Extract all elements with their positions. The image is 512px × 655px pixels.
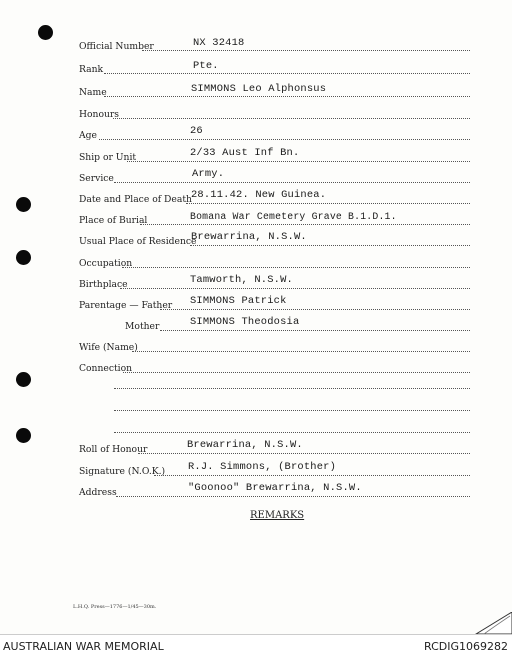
dotted-line [138,453,470,454]
dotted-line [104,96,470,97]
field-service [0,170,512,184]
field-age [0,127,512,141]
dotted-line [160,309,470,310]
field-value: Pte. [193,60,219,72]
field-value: 2/33 Aust Inf Bn. [190,147,300,159]
field-label: Parentage — Father [79,300,173,311]
field-name [0,84,512,98]
field-label: Honours [79,109,120,120]
archive-footer [0,634,512,655]
field-value: SIMMONS Theodosia [190,316,300,328]
field-label: Signature (N.O.K.) [79,466,166,477]
field-mother [0,318,512,332]
dotted-line [127,161,470,162]
field-place-of-burial [0,212,512,226]
field-label: Official Number [79,41,154,52]
field-father [0,297,512,311]
field-occupation [0,255,512,269]
field-value: Bomana War Cemetery Grave B.1.D.1. [190,211,397,222]
field-roll-of-honour [0,441,512,455]
field-label: Ship or Unit [79,152,137,163]
dotted-line [186,203,470,204]
connection-continuation-line [114,410,470,411]
page-corner-curl [470,612,512,634]
field-ship-or-unit [0,149,512,163]
field-label: Wife (Name) [79,342,138,353]
dotted-line [114,182,470,183]
remarks-heading: REMARKS [250,510,305,521]
field-wife [0,339,512,353]
dotted-line [154,475,470,476]
field-label: Usual Place of Residence [79,236,197,247]
field-value: 28.11.42. New Guinea. [191,189,327,201]
field-value: SIMMONS Patrick [190,295,287,307]
field-usual-residence [0,233,512,247]
field-signature-nok [0,463,512,477]
printer-imprint: L.H.Q. Press—1776—1/45—30m. [73,604,157,610]
dotted-line [140,224,470,225]
field-value: Army. [192,168,225,180]
field-value: 26 [190,125,203,137]
field-date-place-of-death [0,191,512,205]
field-label: Mother [125,321,160,332]
connection-continuation-line [114,388,470,389]
field-label: Rank [79,64,104,75]
dotted-line [104,73,470,74]
field-rank [0,61,512,75]
dotted-line [142,50,470,51]
field-value: R.J. Simmons, (Brother) [188,461,337,473]
field-label: Birthplace [79,279,128,290]
field-label: Age [79,130,97,141]
field-value: SIMMONS Leo Alphonsus [191,83,327,95]
field-official-number [0,38,512,52]
dotted-line [123,372,470,373]
connection-continuation-line [114,432,470,433]
field-label: Connection [79,363,133,374]
field-address [0,484,512,498]
field-honours [0,106,512,120]
field-value: Brewarrina, N.S.W. [187,439,303,451]
field-value: Brewarrina, N.S.W. [191,231,307,243]
field-label: Roll of Honour [79,444,148,455]
field-label: Place of Burial [79,215,148,226]
dotted-line [160,330,470,331]
footer-record-id: RCDIG1069282 [423,640,508,653]
field-value: NX 32418 [193,37,245,49]
dotted-line [99,139,470,140]
field-label: Service [79,173,114,184]
field-label: Name [79,87,107,98]
dotted-line [116,496,470,497]
field-value: Tamworth, N.S.W. [190,274,293,286]
punch-hole [16,372,31,387]
dotted-line [122,267,470,268]
dotted-line [190,245,470,246]
field-birthplace [0,276,512,290]
footer-institution: AUSTRALIAN WAR MEMORIAL [3,640,164,653]
field-connection [0,360,512,374]
dotted-line [132,351,470,352]
field-label: Address [79,487,117,498]
dotted-line [113,118,470,119]
field-label: Date and Place of Death [79,194,192,205]
field-label: Occupation [79,258,133,269]
field-value: "Goonoo" Brewarrina, N.S.W. [188,482,362,494]
dotted-line [120,288,470,289]
